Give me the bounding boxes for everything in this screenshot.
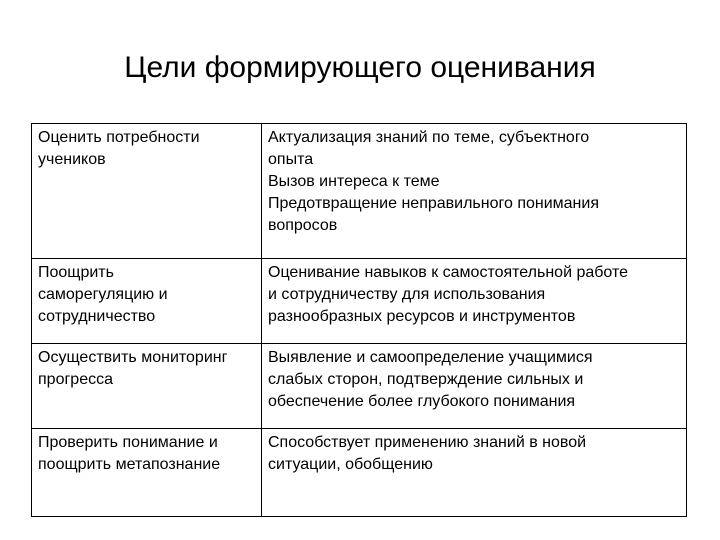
- goal-cell: [32, 124, 262, 259]
- description-text-line: Выявление и самоопределение учащимися: [268, 349, 593, 366]
- slide-title: Цели формирующего оценивания: [124, 51, 596, 84]
- goal-text-line: учеников: [38, 151, 106, 168]
- description-text-line: опыта: [268, 151, 314, 168]
- description-cell: [262, 344, 687, 429]
- description-text-line: и сотрудничеству для использования: [268, 286, 546, 303]
- description-text-line: Способствует применению знаний в новой: [268, 434, 587, 451]
- table-row: [32, 429, 687, 517]
- goal-text-line: саморегуляцию и: [38, 286, 168, 303]
- goal-text-line: поощрить метапознание: [38, 456, 221, 473]
- description-text-line: обеспечение более глубокого понимания: [268, 393, 576, 410]
- goal-cell: [32, 429, 262, 517]
- description-text-line: Оценивание навыков к самостоятельной работе: [268, 264, 629, 281]
- goal-text-line: сотрудничество: [38, 308, 156, 325]
- description-text-line: Актуализация знаний по теме, субъектного: [268, 129, 590, 146]
- description-cell: [262, 124, 687, 259]
- goals-table: [31, 123, 687, 517]
- goal-text-line: Поощрить: [38, 264, 114, 281]
- table-row: [32, 344, 687, 429]
- description-text-line: Вызов интереса к теме: [268, 173, 440, 190]
- goal-cell: [32, 344, 262, 429]
- table-row: [32, 259, 687, 344]
- description-cell: [262, 259, 687, 344]
- description-text-line: Предотвращение неправильного понимания: [268, 195, 599, 212]
- description-cell: [262, 429, 687, 517]
- goal-text-line: прогресса: [38, 371, 113, 388]
- goal-text-line: Оценить потребности: [38, 129, 200, 146]
- table-row: [32, 124, 687, 259]
- description-text-line: ситуации, обобщению: [268, 456, 433, 473]
- description-text-line: разнообразных ресурсов и инструментов: [268, 308, 576, 325]
- goal-text-line: Проверить понимание и: [38, 434, 218, 451]
- goal-text-line: Осуществить мониторинг: [38, 349, 228, 366]
- description-text-line: вопросов: [268, 217, 338, 234]
- description-text-line: слабых сторон, подтверждение сильных и: [268, 371, 584, 388]
- goal-cell: [32, 259, 262, 344]
